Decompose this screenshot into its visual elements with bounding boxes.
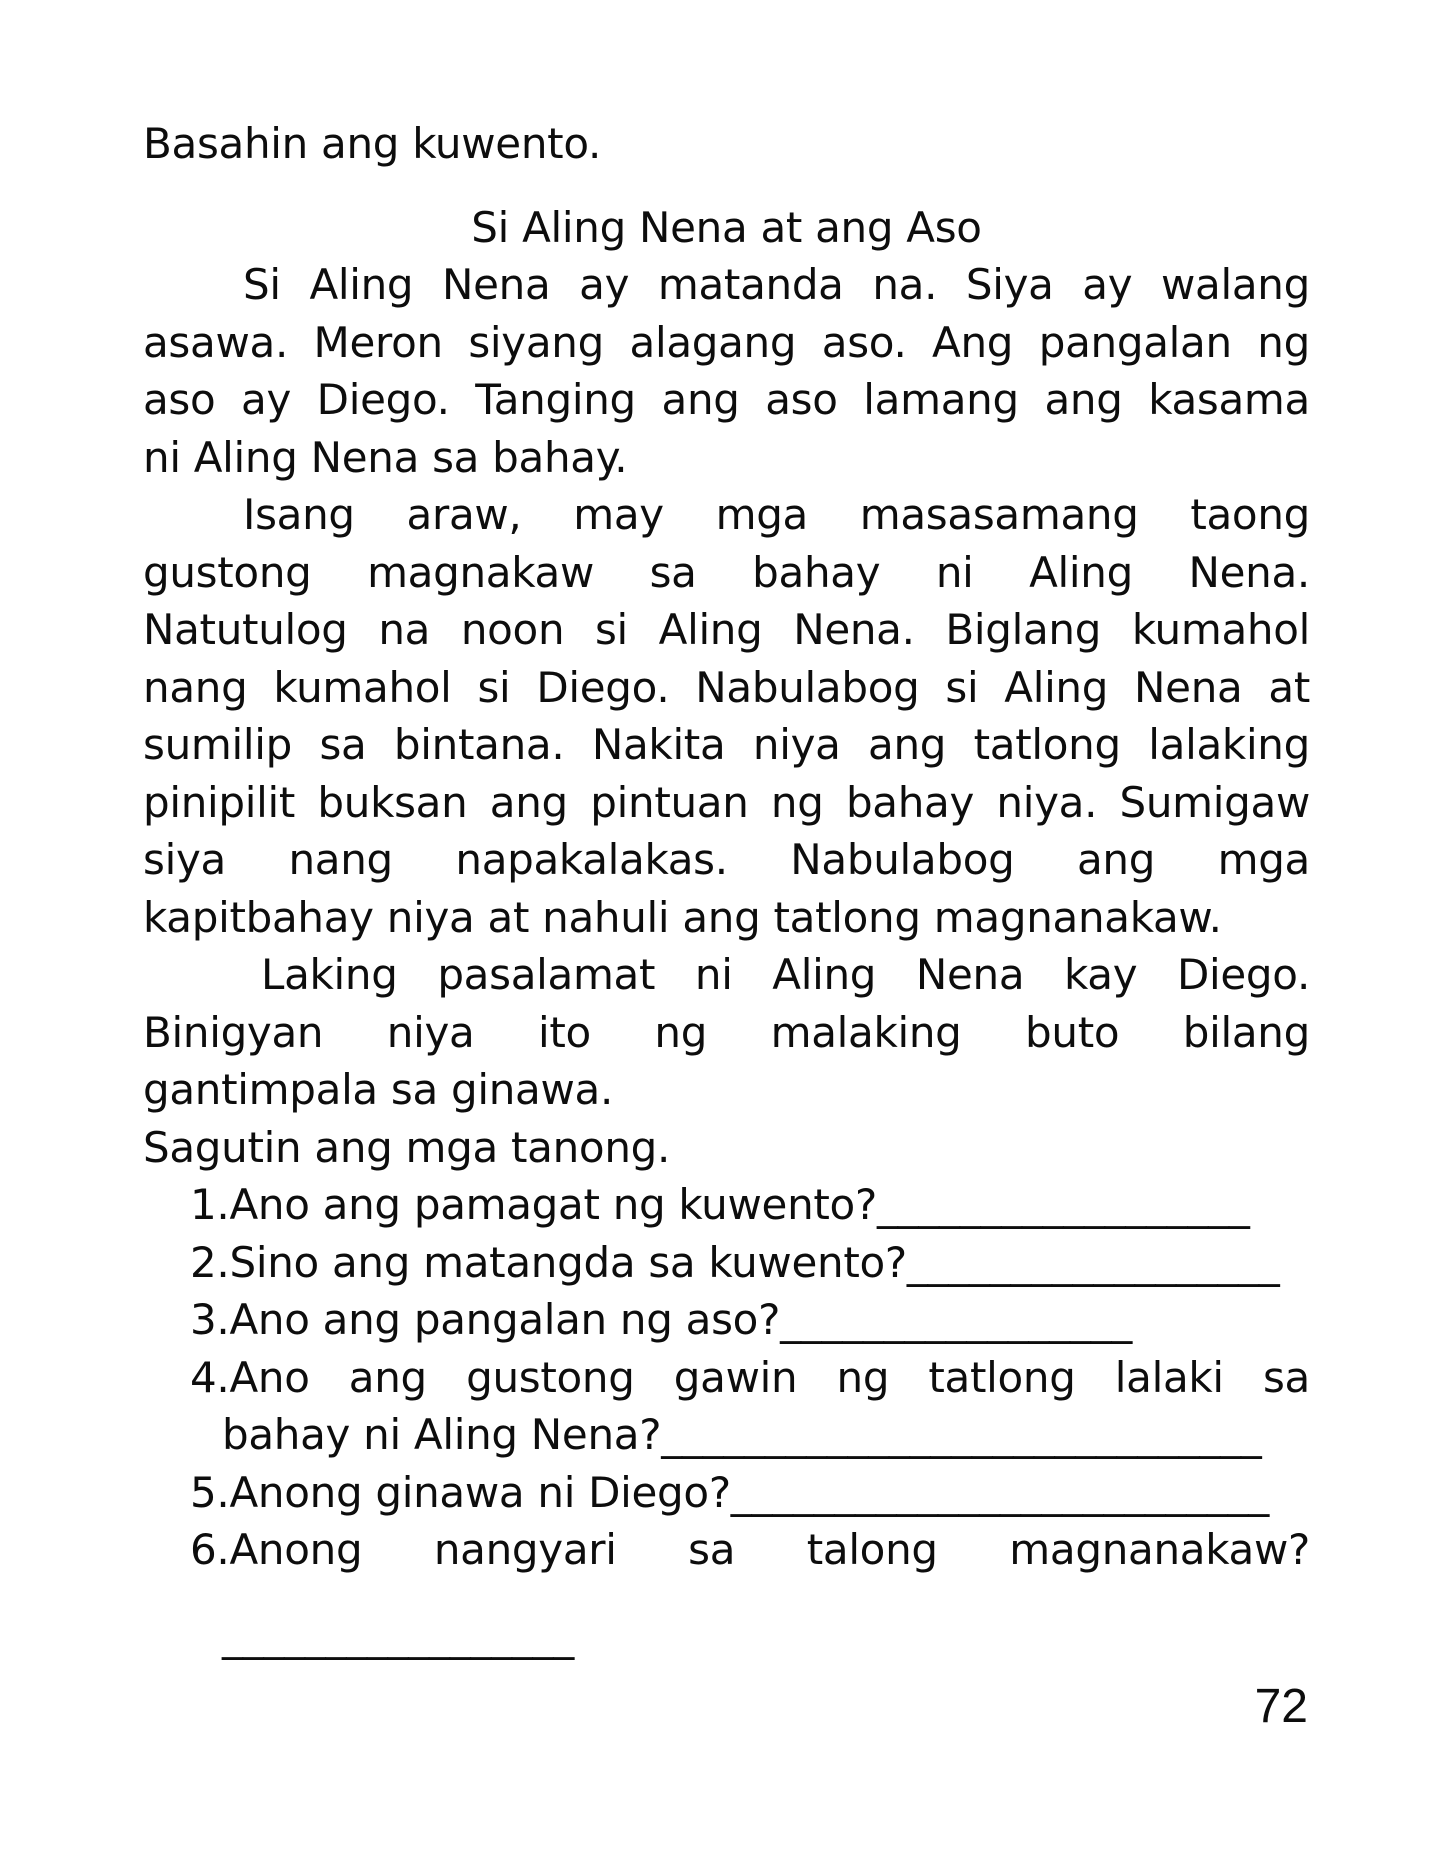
question-2: 2.Sino ang matangda sa kuwento?__________________ [190, 1237, 1280, 1287]
story-line: ni Aling Nena sa bahay. [143, 432, 628, 482]
questions-heading: Sagutin ang mga tanong. [143, 1122, 671, 1172]
question-6-line1: 6.Anong nangyari sa talong magnanakaw? [190, 1525, 1310, 1574]
question-6-answer-line: _________________ [222, 1610, 574, 1660]
story-line: asawa. Meron siyang alagang aso. Ang pangalan ng [143, 317, 1310, 367]
story-line: Si Aling Nena ay matanda na. Siya ay walang [243, 260, 1310, 309]
story-line: nang kumahol si Diego. Nabulabog si Aling Nena at [143, 662, 1310, 712]
story-paragraph-3 [143, 946, 1310, 1119]
story-line: Binigyan niya ito ng malaking buto bilang [143, 1007, 1310, 1057]
story-line: Laking pasalamat ni Aling Nena kay Diego. [261, 950, 1310, 999]
questions-list [143, 1176, 1310, 1664]
question-1: 1.Ano ang pamagat ng kuwento?__________________ [190, 1180, 1250, 1229]
instruction-text: Basahin ang kuwento. [143, 119, 602, 168]
story-paragraph-1 [143, 256, 1310, 486]
page-number: 72 [1254, 1680, 1308, 1733]
question-4-line1: 4.Ano ang gustong gawin ng tatlong lalaki sa [190, 1352, 1310, 1402]
story-line: aso ay Diego. Tanging ang aso lamang ang kasama [143, 375, 1310, 424]
story-paragraph-2 [143, 486, 1310, 946]
story-line: kapitbahay niya at nahuli ang tatlong magnanakaw. [143, 892, 1222, 942]
story-line: gantimpala sa ginawa. [143, 1065, 614, 1114]
story-line: sumilip sa bintana. Nakita niya ang tatlong lalaking [143, 720, 1310, 769]
story-line: Natutulog na noon si Aling Nena. Biglang kumahol [143, 605, 1310, 654]
story-line: Isang araw, may mga masasamang taong [243, 490, 1310, 539]
story-line: gustong magnakaw sa bahay ni Aling Nena. [143, 547, 1310, 597]
question-3: 3.Ano ang pangalan ng aso?_________________ [190, 1295, 1132, 1344]
question-5: 5.Anong ginawa ni Diego?__________________________ [190, 1467, 1270, 1517]
story-line: pinipilit buksan ang pintuan ng bahay niya. Sumigaw [143, 777, 1310, 827]
story-title: Si Aling Nena at ang Aso [471, 202, 982, 252]
question-4-line2: bahay ni Aling Nena?_____________________________ [222, 1410, 1262, 1459]
story-line: siya nang napakalakas. Nabulabog ang mga [143, 835, 1310, 884]
